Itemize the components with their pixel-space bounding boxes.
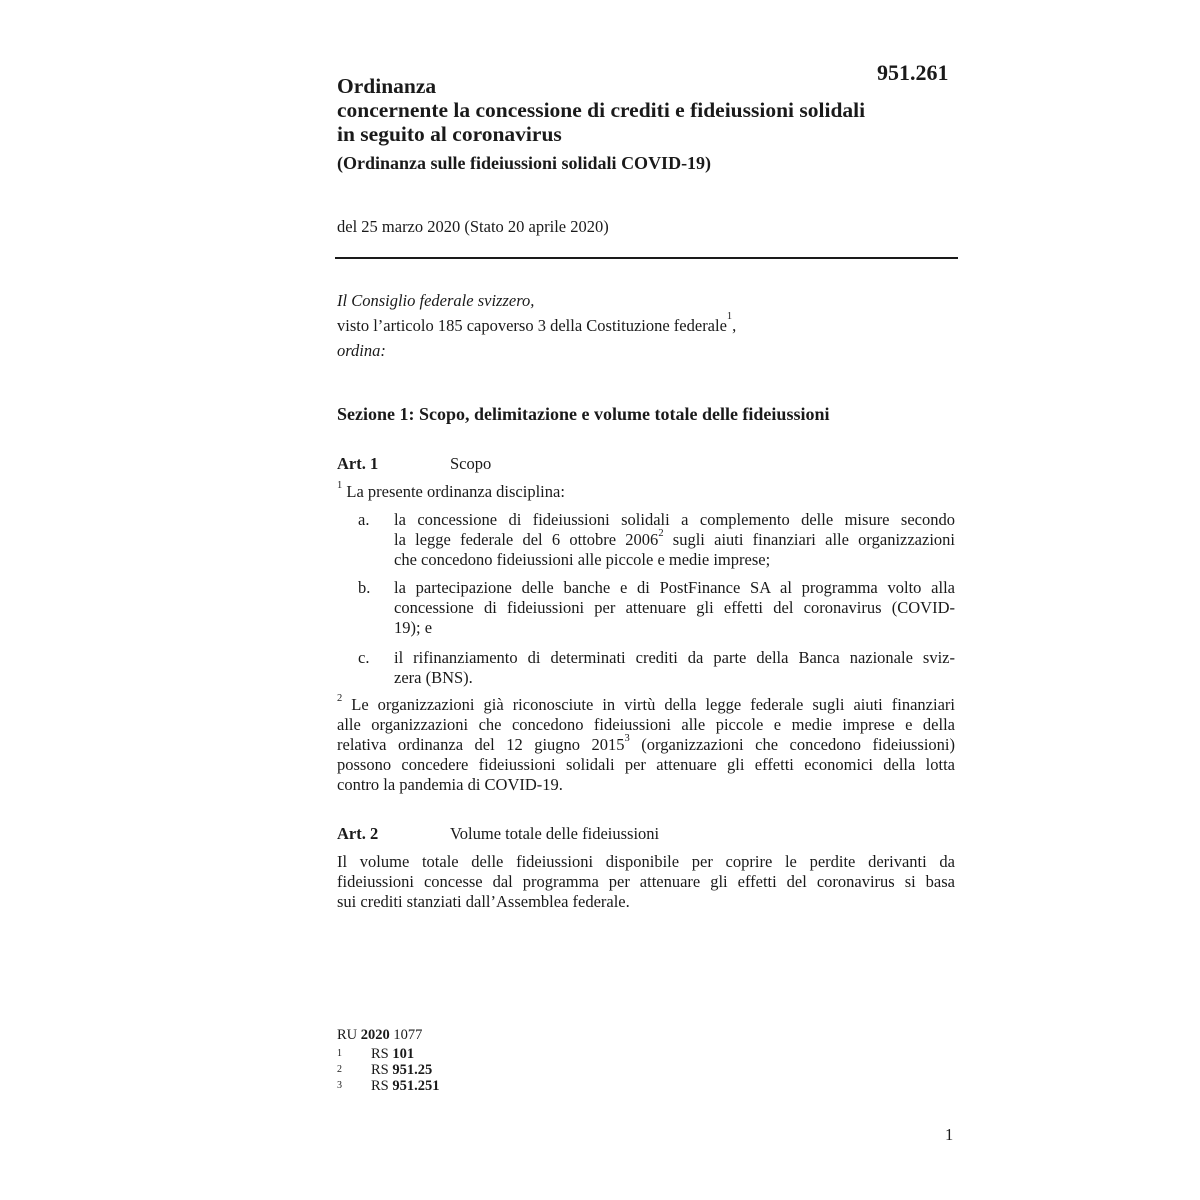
- list-item-letter: c.: [358, 648, 370, 667]
- footnote-number: 2: [337, 1064, 342, 1075]
- list-item-text-part: sugli aiuti finanziari alle organizzazioni: [663, 530, 955, 549]
- footnote: [337, 1046, 414, 1062]
- paragraph-text: La presente ordinanza disciplina:: [342, 482, 565, 501]
- list-item-letter: b.: [358, 578, 371, 597]
- article-number: Art. 2: [337, 824, 379, 843]
- title-line: concernente la concessione di crediti e fideiussioni solidali: [337, 98, 866, 122]
- article-title: Scopo: [450, 454, 492, 473]
- list-item-text: [394, 530, 955, 550]
- document-title: [337, 74, 977, 146]
- header-divider: [335, 257, 958, 259]
- paragraph-text: fideiussioni concesse dal programma per attenuare gli effetti del coronavirus si basa: [337, 872, 955, 891]
- article-number: Art. 1: [337, 454, 379, 473]
- paragraph-text: contro la pandemia di COVID-19.: [337, 775, 563, 794]
- footnote-reference: 951.251: [392, 1078, 440, 1094]
- paragraph-number: 1: [337, 480, 343, 491]
- article-paragraph: [337, 695, 955, 795]
- preamble-basis-punct: ,: [732, 316, 737, 335]
- document-date: del 25 marzo 2020 (Stato 20 aprile 2020): [337, 217, 609, 236]
- ru-page: 1077: [389, 1027, 423, 1043]
- paragraph-text: alle organizzazioni che concedono fideiussioni alle piccole e medie imprese e della: [337, 715, 955, 734]
- list-item-text: zera (BNS).: [394, 668, 473, 687]
- list-item: [358, 648, 955, 688]
- article-heading: [337, 454, 491, 474]
- article-title: Volume totale delle fideiussioni: [450, 824, 660, 843]
- list-item: [358, 578, 955, 638]
- list-item-letter: a.: [358, 510, 370, 529]
- list-item: [358, 510, 955, 570]
- preamble-ordina: ordina:: [337, 341, 386, 360]
- preamble: [337, 288, 736, 363]
- preamble-basis: [337, 313, 736, 338]
- page-number: 1: [945, 1125, 954, 1144]
- paragraph-text-part: (organizzazioni che concedono fideiussioni): [629, 735, 955, 754]
- list-item-text: il rifinanziamento di determinati crediti da parte della Banca nazionale sviz-: [394, 648, 955, 667]
- article-paragraph: [337, 852, 955, 912]
- preamble-basis-text: visto l’articolo 185 capoverso 3 della Costituzione federale: [337, 316, 727, 335]
- article-heading: [337, 824, 659, 844]
- footnote-number: 1: [337, 1048, 342, 1059]
- paragraph-number: 2: [337, 693, 343, 704]
- list-item-text: concessione di fideiussioni per attenuare gli effetti del coronavirus (COVID-: [394, 598, 955, 617]
- title-line: in seguito al coronavirus: [337, 122, 562, 146]
- footnote-ref-3[interactable]: 3: [624, 733, 630, 744]
- title-line: Ordinanza: [337, 74, 437, 98]
- list-item-text: 19); e: [394, 618, 433, 637]
- short-title: (Ordinanza sulle fideiussioni solidali COVID-19): [337, 153, 712, 173]
- paragraph-text: [337, 735, 955, 755]
- paragraph-text-part: relativa ordinanza del 12 giugno 2015: [337, 735, 625, 754]
- footnote-prefix: RS: [371, 1062, 393, 1078]
- footnote-number: 3: [337, 1080, 342, 1091]
- list-item-text-part: la legge federale del 6 ottobre 2006: [394, 530, 659, 549]
- article-paragraph: [337, 482, 955, 502]
- footnote: [337, 1062, 432, 1078]
- ru-year: 2020: [360, 1027, 390, 1043]
- list-item-text: la partecipazione delle banche e di PostFinance SA al programma volto alla: [394, 578, 955, 597]
- paragraph-text: Il volume totale delle fideiussioni disponibile per coprire le perdite derivanti da: [337, 852, 955, 871]
- ru-reference: [337, 1027, 422, 1044]
- paragraph-text: possono concedere fideiussioni solidali per attenuare gli effetti economici della lotta: [337, 755, 955, 774]
- footnote-reference: 101: [392, 1046, 415, 1062]
- paragraph-text: sui crediti stanziati dall’Assemblea federale.: [337, 892, 630, 911]
- ru-prefix: RU: [337, 1027, 361, 1043]
- section-title: Sezione 1: Scopo, delimitazione e volume totale delle fideiussioni: [337, 404, 830, 424]
- sr-number: 951.261: [877, 60, 949, 85]
- list-item-text: che concedono fideiussioni alle piccole e medie imprese;: [394, 550, 771, 569]
- footnote-reference: 951.25: [392, 1062, 433, 1078]
- footnote-ref-2[interactable]: 2: [658, 528, 664, 539]
- footnote-prefix: RS: [371, 1078, 393, 1094]
- list-item-text: la concessione di fideiussioni solidali a complemento delle misure secondo: [394, 510, 955, 529]
- preamble-authority: Il Consiglio federale svizzero,: [337, 291, 535, 310]
- footnote-ref-1[interactable]: 1: [726, 311, 733, 322]
- footnote: [337, 1078, 440, 1094]
- footnote-prefix: RS: [371, 1046, 393, 1062]
- paragraph-text: Le organizzazioni già riconosciute in virtù della legge federale sugli aiuti finanziari: [342, 695, 955, 714]
